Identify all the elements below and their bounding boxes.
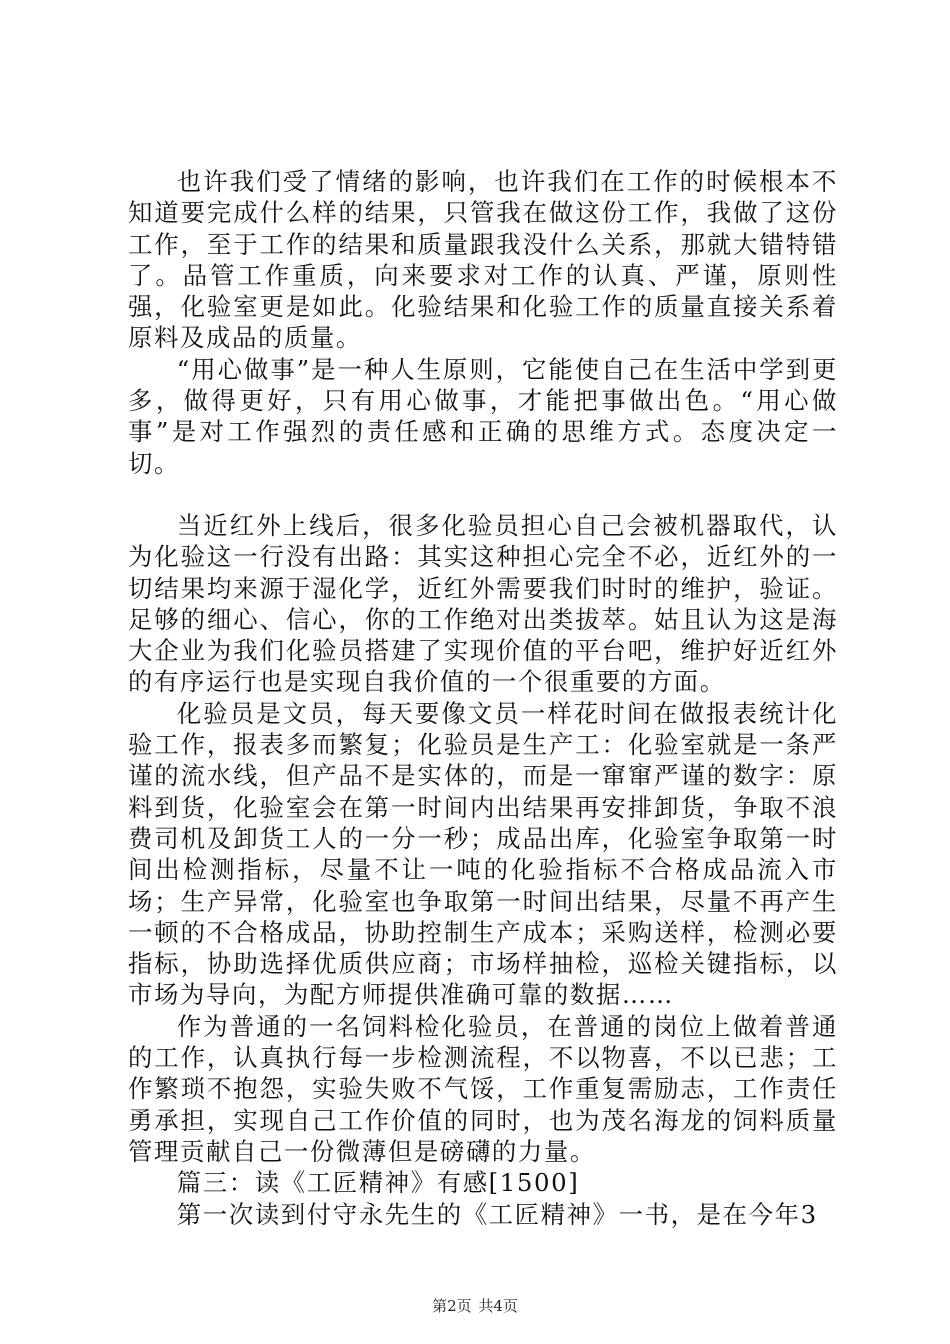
paragraph-mindful-work: “用心做事”是一种人生原则，它能使自己在生活中学到更多，做得更好，只有用心做事，才能把事做出色。“用心做事”是对工作强烈的责任感和正确的思维方式。态度决定一切。: [128, 354, 838, 478]
paragraph-lab-role: 化验员是文员，每天要像文员一样花时间在做报表统计化验工作，报表多而繁复；化验员是生产工：化验室就是一条严谨的流水线，但产品不是实体的，而是一窜窜严谨的数字：原料到货，化验室会在第一时间内出结果再安排卸货，争取不浪费司机及卸货工人的一分一秒；成品出库，化验室争取第一时间出检测指标，尽量不让一吨的化验指标不合格成品流入市场；生产异常，化验室也争取第一时间出结果，尽量不再产生一顿的不合格成品，协助控制生产成本；采购送样，检测必要指标，协助选择优质供应商；市场样抽检，巡检关键指标，以市场为导向，为配方师提供准确可靠的数据……: [128, 698, 838, 1010]
paragraph-near-infrared: 当近红外上线后，很多化验员担心自己会被机器取代，认为化验这一行没有出路：其实这种担心完全不必，近红外的一切结果均来源于湿化学，近红外需要我们时时的维护，验证。足够的细心、信心，你的工作绝对出类拔萃。姑且认为这是海大企业为我们化验员搭建了实现价值的平台吧，维护好近红外的有序运行也是实现自我价值的一个很重要的方面。: [128, 510, 838, 697]
total-pages: 共4页: [478, 1297, 518, 1315]
paragraph-ordinary-post: 作为普通的一名饲料检化验员，在普通的岗位上做着普通的工作，认真执行每一步检测流程，不以物喜，不以已悲；工作繁琐不抱怨，实验失败不气馁，工作重复需励志，工作责任勇承担，实现自己工作价值的同时，也为茂名海龙的饲料质量管理贡献自己一份微薄但是磅礴的力量。: [128, 1011, 838, 1166]
paragraph-craftsman-intro: 第一次读到付守永先生的《工匠精神》一书，是在今年3: [176, 1199, 818, 1229]
page-footer: [0, 1296, 950, 1316]
paragraph-quality-attitude: 也许我们受了情绪的影响，也许我们在工作的时候根本不知道要完成什么样的结果，只管我在做这份工作，我做了这份工作，至于工作的结果和质量跟我没什么关系，那就大错特错了。品管工作重质，向来要求对工作的认真、严谨，原则性强，化验室更是如此。化验结果和化验工作的质量直接关系着原料及成品的质量。: [128, 167, 838, 353]
page-number: 第2页: [432, 1297, 472, 1315]
document-body: [128, 166, 838, 1230]
section-heading: 篇三：读《工匠精神》有感[1500]: [176, 1168, 580, 1198]
